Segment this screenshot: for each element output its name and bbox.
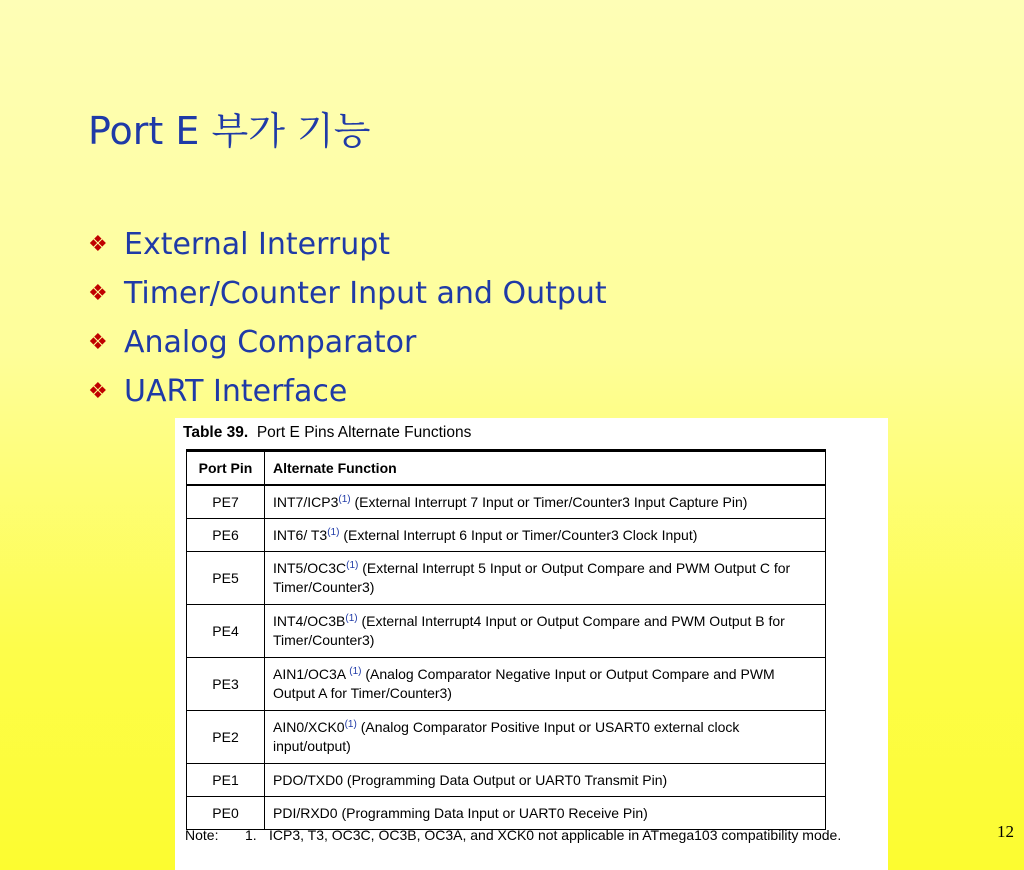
- footnote-ref: (1): [349, 666, 362, 677]
- cell-alternate-function: [265, 658, 826, 711]
- cell-port-pin: PE7: [187, 485, 265, 519]
- cell-port-pin: PE3: [187, 658, 265, 711]
- table-row: [187, 519, 826, 552]
- function-code: PDO/TXD0 (Programming Data Output or UART0 Transmit Pin): [273, 771, 668, 788]
- footnote-ref: (1): [344, 719, 357, 730]
- diamond-fleuron-icon: ❖: [88, 231, 108, 257]
- port-e-alternate-functions-table: [186, 449, 826, 830]
- cell-port-pin: PE6: [187, 519, 265, 552]
- cell-alternate-function: [265, 552, 826, 605]
- cell-port-pin: PE5: [187, 552, 265, 605]
- bullet-text: Timer/Counter Input and Output: [124, 275, 607, 311]
- function-desc: (Analog Comparator Negative Input or Output Compare and PWM Output A for Timer/Counter3): [273, 666, 775, 701]
- diamond-fleuron-icon: ❖: [88, 378, 108, 404]
- bullet-item: [88, 367, 607, 416]
- table-caption-label: Table 39.: [183, 424, 249, 441]
- table-row: [187, 658, 826, 711]
- cell-alternate-function: [265, 764, 826, 797]
- cell-port-pin: PE4: [187, 605, 265, 658]
- function-desc: (Analog Comparator Positive Input or USART0 external clock input/output): [273, 719, 740, 754]
- table-row: [187, 485, 826, 519]
- bullet-item: [88, 220, 607, 269]
- footnote-ref: (1): [345, 613, 358, 624]
- note-number: 1.: [245, 827, 257, 843]
- page-number: 12: [997, 822, 1014, 841]
- table-row: [187, 711, 826, 764]
- cell-alternate-function: [265, 711, 826, 764]
- diamond-fleuron-icon: ❖: [88, 280, 108, 306]
- footnote-ref: (1): [346, 560, 359, 571]
- bullet-list: [88, 220, 607, 416]
- cell-alternate-function: [265, 605, 826, 658]
- bullet-item: [88, 269, 607, 318]
- table-header-row: [187, 451, 826, 486]
- slide-title: Port E 부가 기능: [88, 109, 371, 153]
- bullet-text: Analog Comparator: [124, 324, 417, 360]
- function-code: AIN1/OC3A: [273, 666, 350, 682]
- footnote-ref: (1): [338, 493, 351, 505]
- function-desc: (External Interrupt4 Input or Output Compare and PWM Output B for Timer/Counter3): [273, 613, 785, 648]
- table-caption: [183, 424, 471, 442]
- cell-port-pin: PE0: [187, 797, 265, 830]
- bullet-text: External Interrupt: [124, 226, 391, 262]
- footnote-ref: (1): [327, 526, 340, 538]
- cell-port-pin: PE1: [187, 764, 265, 797]
- diamond-fleuron-icon: ❖: [88, 329, 108, 355]
- note-label: Note:: [185, 827, 219, 843]
- cell-alternate-function: [265, 519, 826, 552]
- table-image-panel: [175, 418, 888, 870]
- function-code: PDI/RXD0 (Programming Data Input or UART0 Receive Pin): [273, 804, 648, 821]
- header-alternate-function: Alternate Function: [265, 451, 826, 486]
- function-desc: (External Interrupt 5 Input or Output Compare and PWM Output C for Timer/Counter3): [273, 560, 791, 595]
- table-caption-text: Port E Pins Alternate Functions: [256, 424, 472, 441]
- table-row: [187, 552, 826, 605]
- function-desc: (External Interrupt 7 Input or Timer/Counter3 Input Capture Pin): [350, 493, 748, 510]
- cell-alternate-function: [265, 797, 826, 830]
- function-code: INT6/ T3: [273, 526, 328, 543]
- function-code: INT7/ICP3: [273, 493, 339, 510]
- bullet-item: [88, 318, 607, 367]
- header-port-pin: Port Pin: [187, 451, 265, 486]
- cell-port-pin: PE2: [187, 711, 265, 764]
- function-desc: (External Interrupt 6 Input or Timer/Counter3 Clock Input): [339, 526, 698, 543]
- function-code: INT4/OC3B: [273, 613, 346, 629]
- function-code: INT5/OC3C: [273, 560, 347, 576]
- note-text: ICP3, T3, OC3C, OC3B, OC3A, and XCK0 not applicable in ATmega103 compatibility mode.: [269, 827, 842, 843]
- function-code: AIN0/XCK0: [273, 719, 345, 735]
- table-row: [187, 797, 826, 830]
- bullet-text: UART Interface: [124, 373, 348, 409]
- cell-alternate-function: [265, 485, 826, 519]
- table-row: [187, 605, 826, 658]
- table-row: [187, 764, 826, 797]
